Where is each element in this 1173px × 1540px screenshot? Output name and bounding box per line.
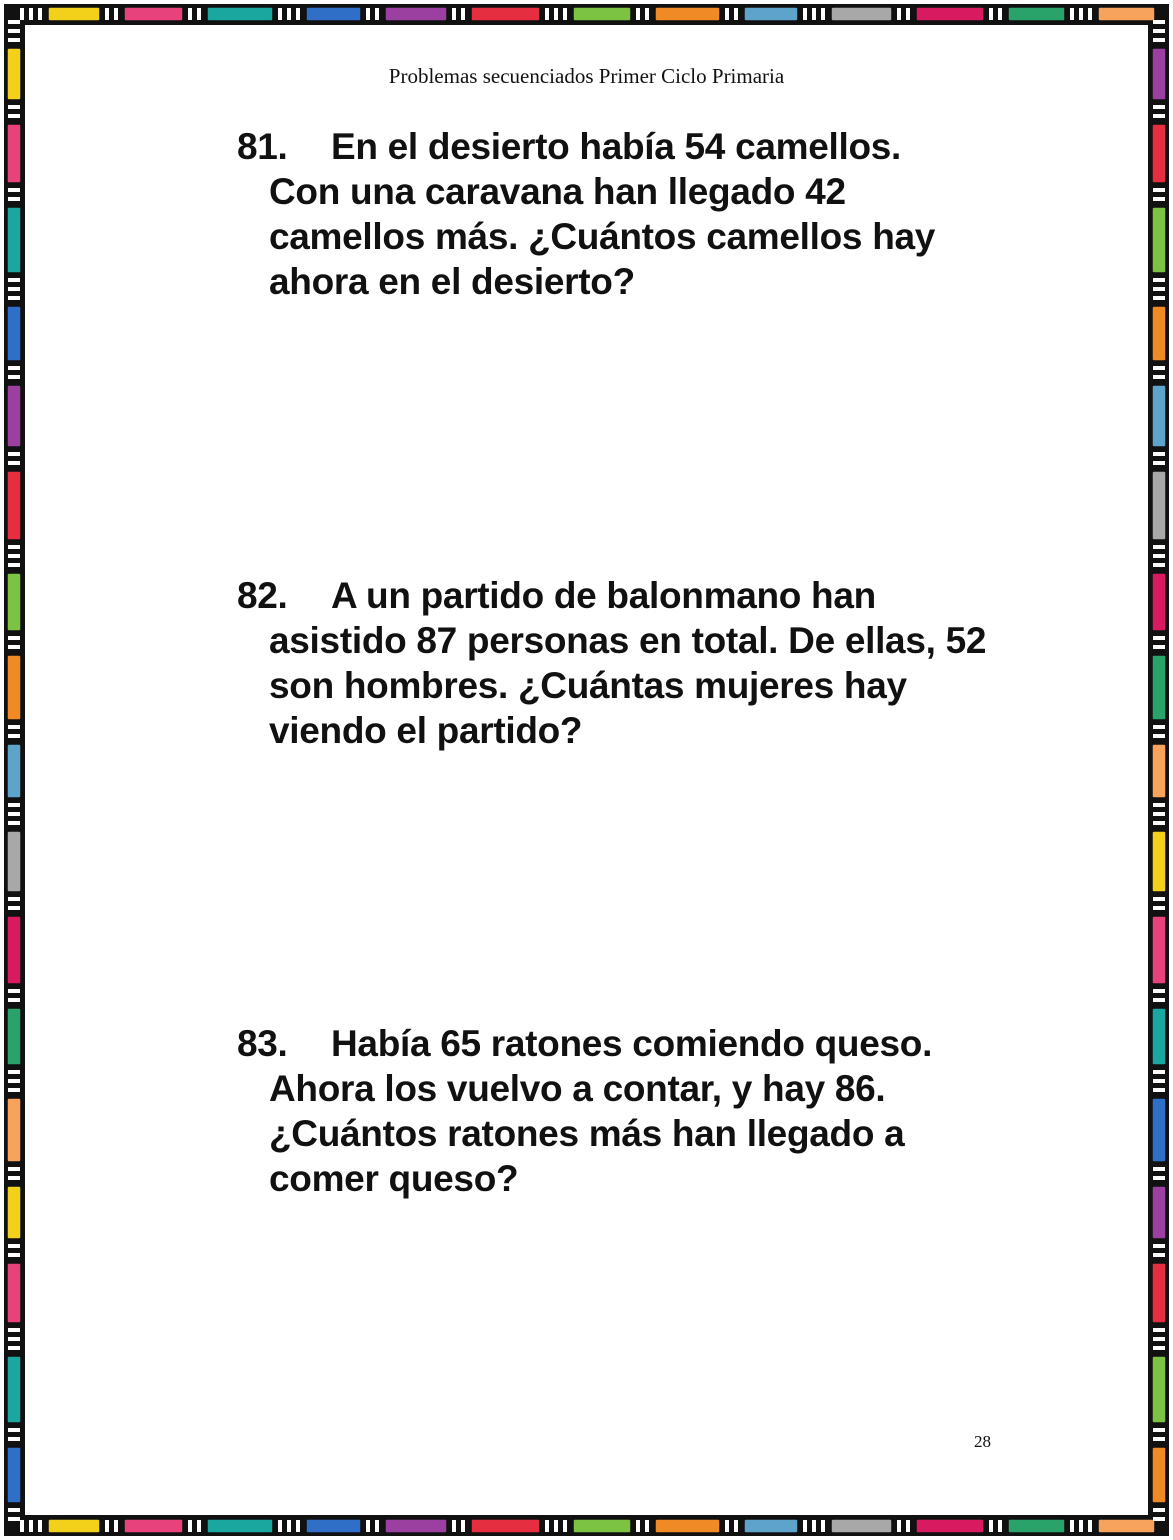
border-segment: [1153, 1167, 1165, 1171]
border-segment: [725, 1520, 729, 1532]
border-segment: [278, 8, 282, 20]
border-segment: [29, 1520, 33, 1532]
problem-text-line: En el desierto había 54 camellos.: [331, 126, 902, 167]
border-segment: [1153, 278, 1165, 282]
border-segment: [725, 8, 729, 20]
border-segment: [1152, 831, 1166, 892]
border-segment: [8, 278, 20, 282]
border-segment: [8, 563, 20, 567]
border-segment: [8, 1176, 20, 1180]
border-segment: [1153, 287, 1165, 291]
border-segment: [1153, 1176, 1165, 1180]
border-segment: [1153, 821, 1165, 825]
border-segment: [8, 38, 20, 42]
border-segment: [124, 7, 183, 21]
border-segment: [655, 1519, 720, 1533]
border-segment: [812, 1520, 816, 1532]
border-segment: [7, 831, 21, 892]
border-segment: [105, 8, 109, 20]
border-segment: [1008, 1519, 1065, 1533]
border-segment: [385, 7, 447, 21]
border-segment: [7, 385, 21, 447]
border-segment: [1152, 1098, 1166, 1162]
border-segment: [554, 1520, 558, 1532]
problem-text-line: ¿Cuántos ratones más han llegado a: [269, 1113, 905, 1154]
border-segment: [8, 1508, 20, 1512]
border-segment: [916, 1519, 984, 1533]
border-segment: [8, 1070, 20, 1074]
problem-number: 82.: [237, 575, 288, 616]
border-segment: [8, 725, 20, 729]
border-segment: [7, 655, 21, 720]
problem-text-line: A un partido de balonmano han: [331, 575, 876, 616]
border-segment: [8, 29, 20, 33]
border-segment: [645, 8, 649, 20]
border-segment: [1152, 471, 1166, 540]
border-segment: [207, 1519, 273, 1533]
border-segment: [1153, 1244, 1165, 1248]
border-segment: [1153, 1517, 1165, 1521]
border-segment: [7, 124, 21, 183]
border-segment: [1070, 1520, 1074, 1532]
border-segment: [8, 197, 20, 201]
border-segment: [8, 296, 20, 300]
border-segment: [8, 906, 20, 910]
border-segment: [8, 461, 20, 465]
border-segment: [7, 1356, 21, 1423]
border-segment: [471, 1519, 540, 1533]
border-segment: [655, 7, 720, 21]
border-segment: [1152, 1008, 1166, 1065]
border-segment: [20, 8, 24, 20]
border-segment: [8, 188, 20, 192]
border-segment: [29, 8, 33, 20]
border-segment: [452, 8, 456, 20]
border-segment: [545, 8, 549, 20]
border-segment: [803, 1520, 807, 1532]
border-segment: [1153, 734, 1165, 738]
border-segment: [1153, 1253, 1165, 1257]
border-segment: [7, 744, 21, 798]
border-segment: [8, 812, 20, 816]
border-segment: [188, 8, 192, 20]
border-segment: [1152, 1356, 1166, 1423]
border-segment: [366, 1520, 370, 1532]
problem-text-line: asistido 87 personas en total. De ellas, 52: [269, 620, 987, 661]
border-segment: [545, 1520, 549, 1532]
problem-82: [237, 573, 987, 753]
problem-text-line: Había 65 ratones comiendo queso.: [331, 1023, 933, 1064]
border-segment: [1153, 1337, 1165, 1341]
border-segment: [831, 7, 892, 21]
border-segment: [8, 1244, 20, 1248]
border-segment: [8, 105, 20, 109]
border-segment: [1153, 554, 1165, 558]
border-segment: [385, 1519, 447, 1533]
border-segment: [8, 734, 20, 738]
border-segment: [636, 1520, 640, 1532]
border-segment: [744, 1519, 798, 1533]
border-segment: [1153, 461, 1165, 465]
border-segment: [7, 1263, 21, 1323]
border-segment: [1153, 1070, 1165, 1074]
border-segment: [8, 1517, 20, 1521]
border-segment: [1088, 8, 1092, 20]
border-segment: [375, 8, 379, 20]
border-segment: [636, 8, 640, 20]
problem-text-line: ahora en el desierto?: [269, 261, 635, 302]
border-segment: [8, 1253, 20, 1257]
border-segment: [1152, 573, 1166, 631]
border-segment: [296, 1520, 300, 1532]
border-segment: [287, 8, 291, 20]
border-segment: [1079, 1520, 1083, 1532]
problem-text-line: viendo el partido?: [269, 710, 583, 751]
border-segment: [744, 7, 798, 21]
border-segment: [897, 8, 901, 20]
border-segment: [906, 8, 910, 20]
border-segment: [554, 8, 558, 20]
border-segment: [645, 1520, 649, 1532]
border-segment: [114, 8, 118, 20]
border-segment: [8, 545, 20, 549]
border-segment: [1153, 1346, 1165, 1350]
border-segment: [105, 1520, 109, 1532]
border-segment: [8, 1079, 20, 1083]
border-segment: [1152, 124, 1166, 183]
border-segment: [7, 1447, 21, 1503]
border-segment: [7, 916, 21, 984]
border-segment: [989, 1520, 993, 1532]
border-segment: [7, 1098, 21, 1162]
border-segment: [8, 989, 20, 993]
border-segment: [8, 1328, 20, 1332]
border-segment: [1088, 1520, 1092, 1532]
border-segment: [1152, 744, 1166, 798]
border-segment: [366, 8, 370, 20]
border-segment: [8, 1437, 20, 1441]
problem-81: [237, 124, 937, 304]
border-segment: [1152, 385, 1166, 447]
page-number: 28: [974, 1432, 991, 1451]
border-segment: [1153, 188, 1165, 192]
border-segment: [7, 207, 21, 273]
border-segment: [998, 1520, 1002, 1532]
border-segment: [197, 8, 201, 20]
border-segment: [296, 8, 300, 20]
border-segment: [1153, 105, 1165, 109]
border-segment: [461, 1520, 465, 1532]
border-segment: [1153, 725, 1165, 729]
border-segment: [8, 1167, 20, 1171]
border-segment: [573, 1519, 631, 1533]
border-segment: [1152, 207, 1166, 273]
problem-83: [237, 1021, 937, 1201]
problem-text-line: camellos más. ¿Cuántos camellos hay: [269, 216, 936, 257]
border-segment: [1152, 916, 1166, 984]
border-segment: [8, 998, 20, 1002]
border-segment: [8, 645, 20, 649]
border-segment: [1152, 306, 1166, 361]
border-segment: [8, 897, 20, 901]
border-segment: [1153, 906, 1165, 910]
border-segment: [124, 1519, 183, 1533]
page-header: Problemas secuenciados Primer Ciclo Primaria: [388, 64, 785, 88]
border-segment: [1153, 296, 1165, 300]
border-segment: [1152, 655, 1166, 720]
border-segment: [20, 1520, 24, 1532]
border-segment: [8, 1088, 20, 1092]
border-segment: [734, 8, 738, 20]
border-segment: [1152, 1447, 1166, 1503]
border-segment: [48, 7, 100, 21]
border-segment: [1153, 645, 1165, 649]
border-segment: [278, 1520, 282, 1532]
border-segment: [821, 8, 825, 20]
border-segment: [38, 1520, 42, 1532]
border-segment: [452, 1520, 456, 1532]
border-segment: [1153, 1088, 1165, 1092]
border-segment: [1152, 1186, 1166, 1239]
problem-number: 81.: [237, 126, 288, 167]
border-segment: [8, 1428, 20, 1432]
border-segment: [207, 7, 273, 21]
problem-text-line: Ahora los vuelvo a contar, y hay 86.: [269, 1068, 886, 1109]
problem-text-line: Con una caravana han llegado 42: [269, 171, 846, 212]
border-segment: [38, 8, 42, 20]
border-segment: [7, 471, 21, 540]
border-segment: [1153, 197, 1165, 201]
border-segment: [1153, 812, 1165, 816]
border-segment: [573, 7, 631, 21]
border-segment: [287, 1520, 291, 1532]
border-segment: [1153, 545, 1165, 549]
problem-text-line: son hombres. ¿Cuántas mujeres hay: [269, 665, 907, 706]
border-segment: [906, 1520, 910, 1532]
border-segment: [1098, 1519, 1155, 1533]
border-segment: [48, 1519, 100, 1533]
border-segment: [1153, 1437, 1165, 1441]
border-segment: [1153, 452, 1165, 456]
border-segment: [461, 8, 465, 20]
border-segment: [1079, 8, 1083, 20]
border-segment: [8, 821, 20, 825]
border-segment: [8, 114, 20, 118]
border-segment: [8, 636, 20, 640]
border-segment: [8, 803, 20, 807]
border-segment: [8, 452, 20, 456]
border-segment: [1153, 38, 1165, 42]
border-segment: [897, 1520, 901, 1532]
border-segment: [916, 7, 984, 21]
border-segment: [8, 366, 20, 370]
border-segment: [1153, 1079, 1165, 1083]
border-segment: [114, 1520, 118, 1532]
border-segment: [1153, 20, 1165, 24]
border-segment: [8, 554, 20, 558]
border-segment: [1153, 29, 1165, 33]
border-segment: [734, 1520, 738, 1532]
border-segment: [812, 8, 816, 20]
border-segment: [8, 287, 20, 291]
border-segment: [1153, 114, 1165, 118]
border-segment: [1153, 1508, 1165, 1512]
border-segment: [1153, 897, 1165, 901]
border-segment: [7, 1008, 21, 1065]
border-segment: [471, 7, 540, 21]
border-segment: [989, 8, 993, 20]
border-segment: [7, 1186, 21, 1239]
border-segment: [1153, 803, 1165, 807]
border-segment: [563, 1520, 567, 1532]
border-segment: [1008, 7, 1065, 21]
border-segment: [306, 7, 361, 21]
border-segment: [1153, 998, 1165, 1002]
border-segment: [8, 1337, 20, 1341]
border-segment: [831, 1519, 892, 1533]
border-segment: [197, 1520, 201, 1532]
border-segment: [1153, 1428, 1165, 1432]
border-segment: [375, 1520, 379, 1532]
border-segment: [1153, 366, 1165, 370]
border-segment: [1153, 375, 1165, 379]
problem-number: 83.: [237, 1023, 288, 1064]
border-segment: [8, 1346, 20, 1350]
problem-text-line: comer queso?: [269, 1158, 519, 1199]
border-segment: [8, 375, 20, 379]
border-segment: [563, 8, 567, 20]
border-segment: [821, 1520, 825, 1532]
border-segment: [1153, 989, 1165, 993]
border-segment: [8, 20, 20, 24]
border-segment: [1153, 636, 1165, 640]
border-segment: [1153, 1328, 1165, 1332]
border-segment: [1152, 1263, 1166, 1323]
border-segment: [188, 1520, 192, 1532]
border-segment: [1070, 8, 1074, 20]
border-segment: [1153, 563, 1165, 567]
border-segment: [7, 306, 21, 361]
border-segment: [803, 8, 807, 20]
border-segment: [1098, 7, 1155, 21]
border-segment: [306, 1519, 361, 1533]
border-segment: [998, 8, 1002, 20]
border-segment: [7, 573, 21, 631]
